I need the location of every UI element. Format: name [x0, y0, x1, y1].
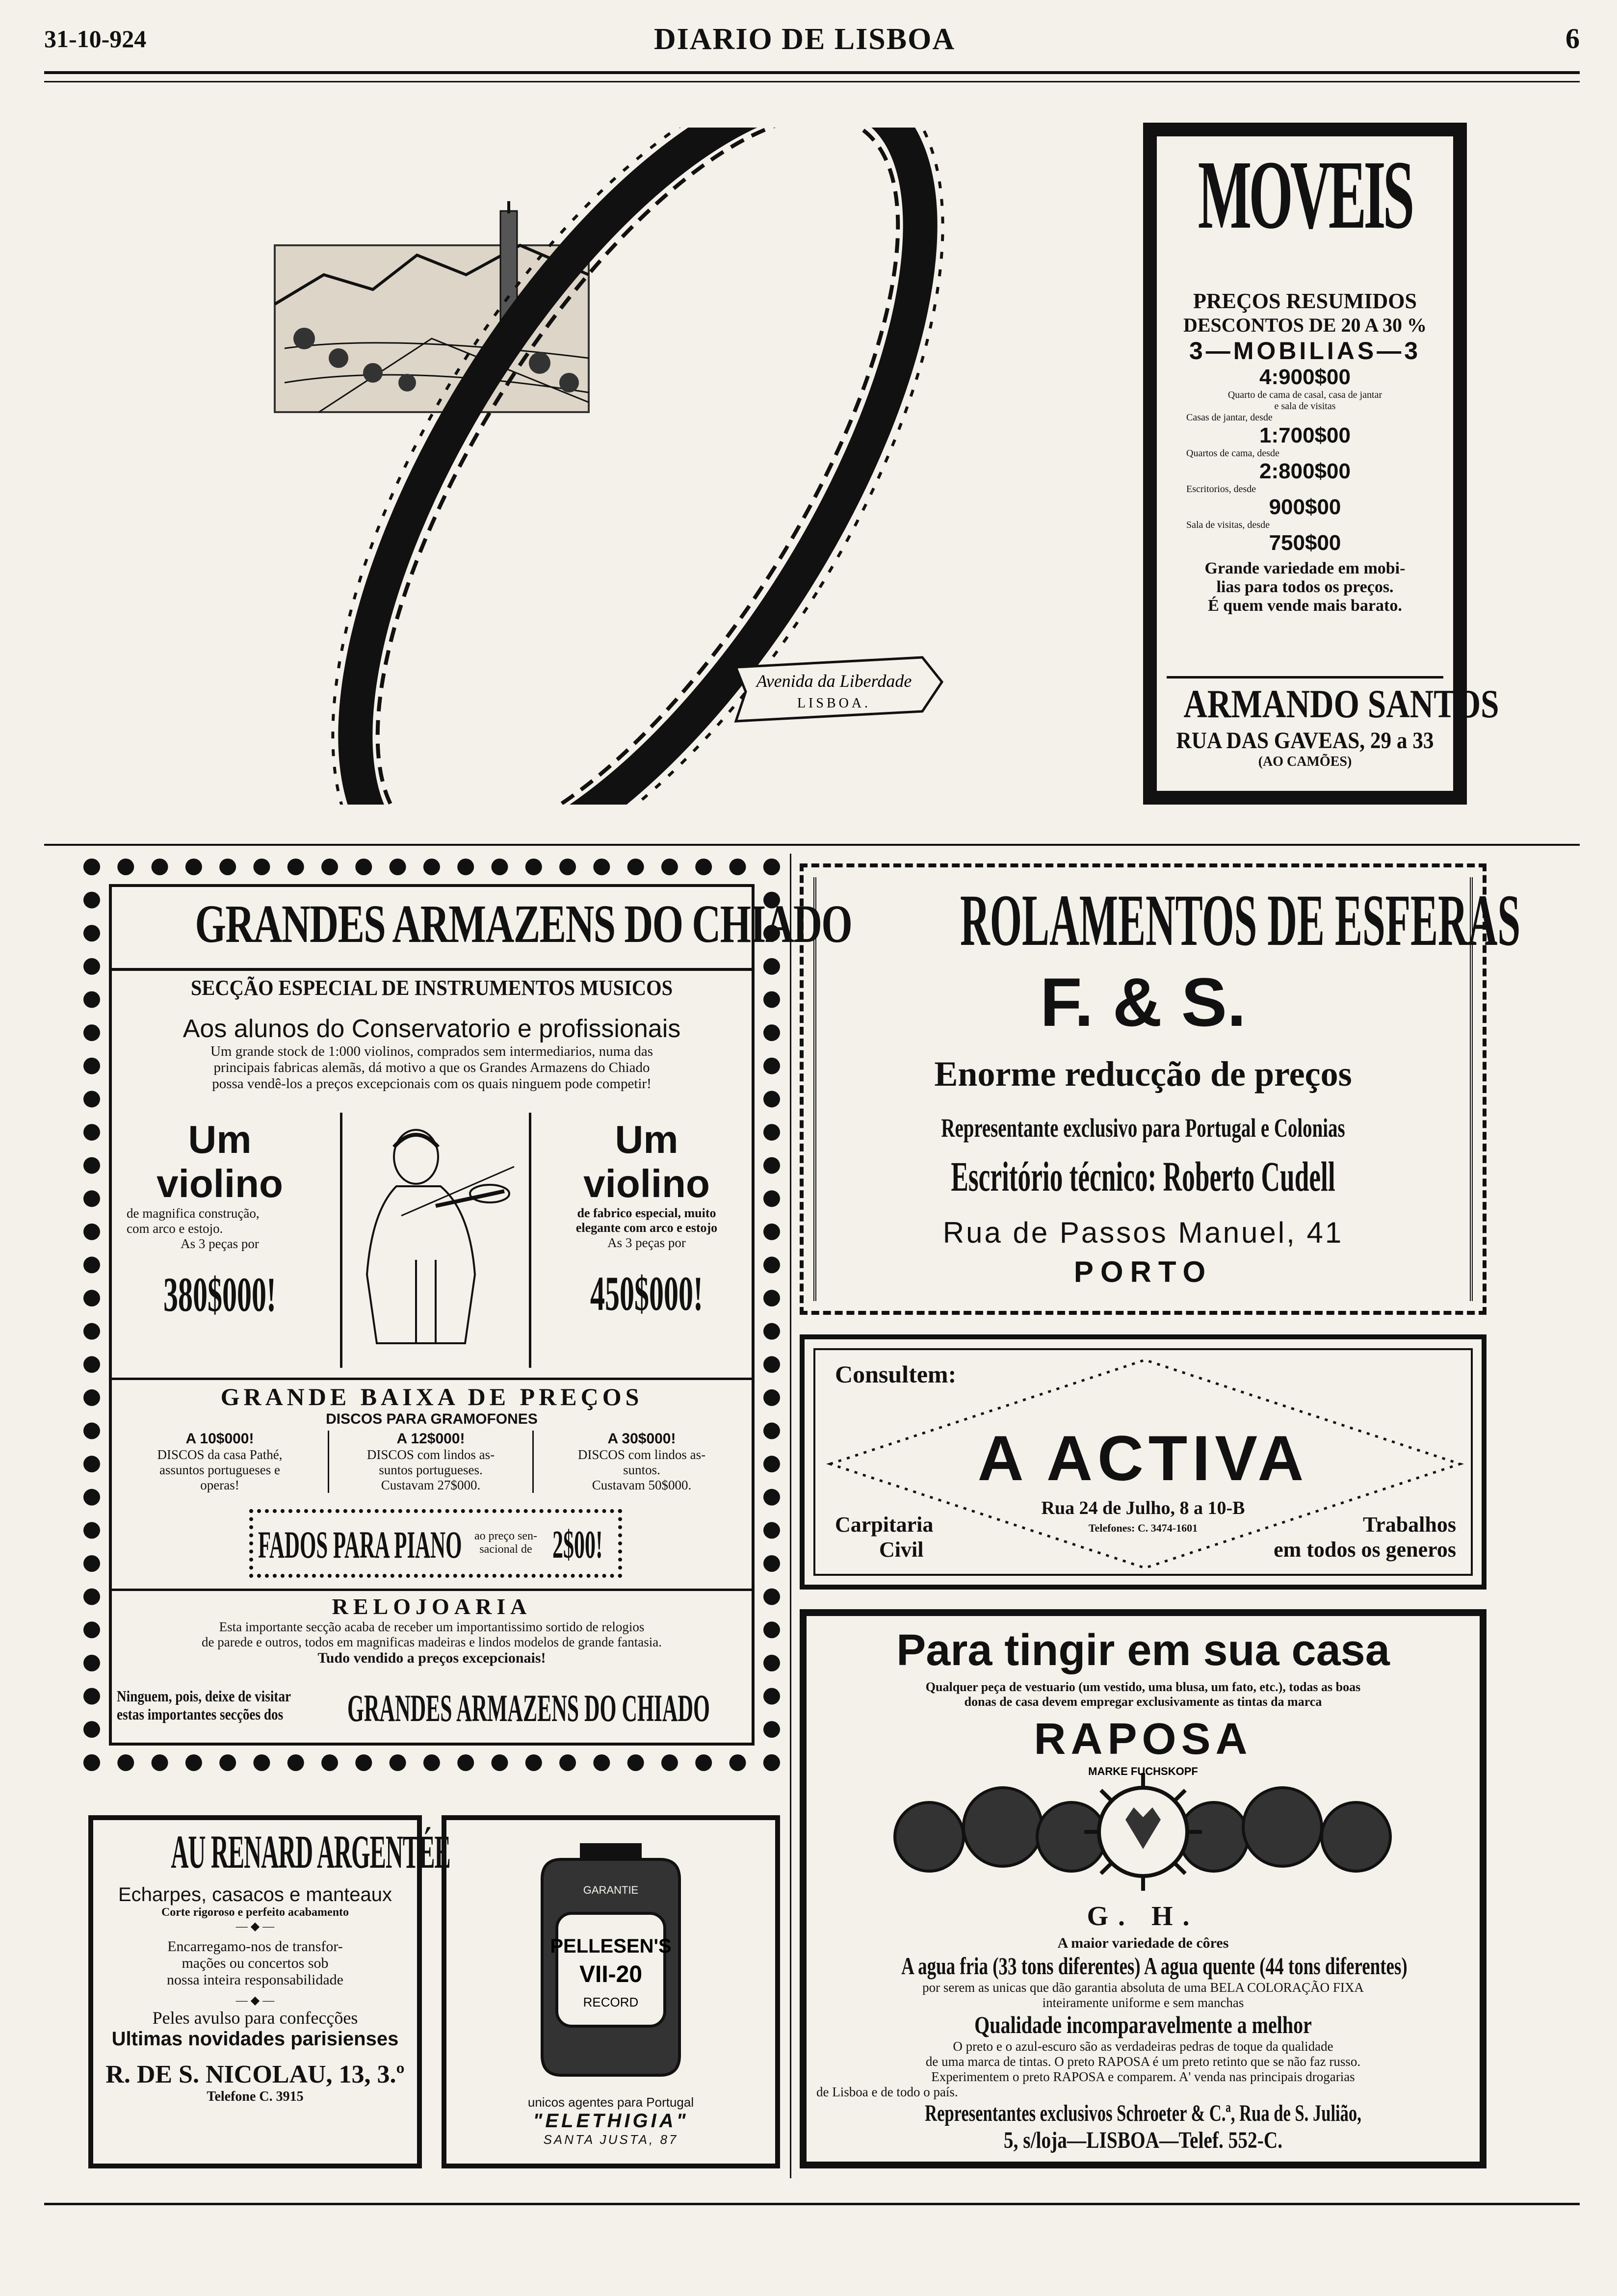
- activa-consult: Consultem:: [835, 1360, 957, 1388]
- masthead-page-number: 6: [1565, 23, 1580, 54]
- chiado-fados-mid1: ao preço sen-: [474, 1530, 537, 1542]
- chiado-intro-line1: Um grande stock de 1:000 violinos, comprados sem intermediarios, numa das: [210, 1044, 653, 1059]
- chiado-disc2-line1: DISCOS com lindos as-: [366, 1447, 495, 1462]
- chiado-right-desc2: elegante com arco e estojo: [575, 1221, 718, 1235]
- chiado-fados-box: [249, 1509, 622, 1578]
- tire-ad: [245, 128, 1030, 805]
- moveis-variety-line3: É quem vende mais barato.: [1208, 597, 1402, 615]
- chiado-left-desc3: As 3 peças por: [181, 1236, 259, 1251]
- raposa-black3: Experimentem o preto RAPOSA e comparem. A' venda nas principais drogarias: [931, 2069, 1355, 2084]
- raposa-badge-text: MARKE FUCHSKOPF: [1088, 1765, 1198, 1777]
- raposa-sub: [807, 1680, 1480, 1709]
- tire-illustration: [245, 128, 1030, 805]
- raposa-water: A agua fria (33 tons diferentes) A agua quente (44 tons diferentes): [901, 1952, 1408, 1980]
- raposa-sub2: donas de casa devem empregar exclusivamente as tintas da marca: [964, 1695, 1322, 1709]
- raposa-reps2: 5, s/loja—LISBOA—Telef. 552-C.: [1003, 2127, 1283, 2153]
- chiado-lower-rule: [112, 1589, 752, 1591]
- chiado-fados-left: FADOS PARA PIANO: [258, 1523, 462, 1566]
- chiado-right-title2: violino: [583, 1162, 710, 1205]
- rolamentos-ad: [800, 863, 1521, 1315]
- renard-divider-1: — ◆ —: [235, 1920, 275, 1933]
- moveis-variety-line1: Grande variedade em mobi-: [1204, 559, 1406, 577]
- renard-body2: mações ou concertos sob: [182, 1955, 329, 1971]
- moveis-title: MOVEIS: [1198, 141, 1412, 249]
- rolamentos-rep: Representante exclusivo para Portugal e Colonias: [941, 1113, 1345, 1143]
- renard-loose: Peles avulso para confecções: [152, 2008, 358, 2028]
- tire-caption-line1: Avenida da Liberdade: [756, 671, 912, 691]
- moveis-address: RUA DAS GAVEAS, 29 a 33: [1176, 728, 1434, 754]
- rolamentos-office: Escritório técnico: Roberto Cudell: [951, 1153, 1335, 1200]
- masthead-rule: [44, 71, 1580, 74]
- masthead: [44, 20, 1580, 59]
- chiado-disc1-line2: assuntos portugueses e: [159, 1462, 280, 1477]
- activa-address: Rua 24 de Julho, 8 a 10-B: [1041, 1498, 1245, 1518]
- chiado-right-desc1: de fabrico especial, muito: [577, 1206, 716, 1220]
- chiado-clock-line2: de parede e outros, todos em magnificas madeiras e lindos modelos de grande fantasia.: [202, 1635, 662, 1649]
- raposa-badges: [807, 1763, 1480, 1901]
- chiado-inner: [109, 884, 852, 1746]
- moveis-desc3: Quartos de cama, desde: [1186, 448, 1279, 459]
- chiado-disc2-price: A 12$000!: [396, 1431, 465, 1447]
- chiado-fados-price: 2$00!: [552, 1523, 603, 1566]
- moveis-mobilias: 3—MOBILIAS—3: [1189, 337, 1421, 365]
- moveis-price3: 2:800$00: [1259, 459, 1351, 483]
- chiado-clock-block: [112, 1593, 752, 1667]
- chiado-left-price: 380$000!: [163, 1267, 276, 1322]
- renard-ad: [88, 1815, 450, 2168]
- raposa-sub1: Qualquer peça de vestuario (um vestido, uma blusa, um fato, etc.), todas as boas: [925, 1680, 1361, 1694]
- chiado-disc2-line2: suntos portugueses.: [379, 1462, 483, 1477]
- chiado-footer-small: [117, 1687, 347, 1723]
- renard-latest: Ultimas novidades parisienses: [111, 2028, 399, 2050]
- renard-body1: Encarregamo-nos de transfor-: [167, 1938, 343, 1955]
- raposa-black1: O preto e o azul-escuro são as verdadeiras pedras de toque da qualidade: [953, 2039, 1333, 2054]
- raposa-variety: A maior variedade de côres: [1057, 1935, 1229, 1951]
- activa-right2: em todos os generos: [1274, 1538, 1456, 1562]
- raposa-brand: RAPOSA: [1034, 1715, 1252, 1764]
- moveis-ad: [1143, 123, 1499, 805]
- chiado-clock-line3: Tudo vendido a preços excepcionais!: [317, 1650, 546, 1666]
- moveis-footer: [1157, 681, 1499, 770]
- rolamentos-street: Rua de Passos Manuel, 41: [942, 1216, 1344, 1249]
- raposa-headline: Para tingir em sua casa: [896, 1626, 1390, 1675]
- pellesen-can-record: RECORD: [583, 1995, 639, 2009]
- rolamentos-title: ROLAMENTOS DE ESFERAS: [960, 880, 1521, 961]
- chiado-fados-mid: [464, 1530, 548, 1556]
- violinist-illustration: [342, 1113, 529, 1368]
- chiado-left-title1: Um: [188, 1118, 252, 1161]
- activa-left: [835, 1512, 933, 1562]
- pellesen-can-brand: PELLESEN'S: [550, 1935, 672, 1957]
- chiado-disc1-line1: DISCOS da casa Pathé,: [157, 1447, 283, 1462]
- chiado-clock-line1: Esta importante secção acaba de receber um importantissimo sortido de relogios: [219, 1619, 645, 1634]
- chiado-footer: [117, 1684, 750, 1738]
- chiado-intro-line2: principais fabricas alemãs, dá motivo a que os Grandes Armazens do Chiado: [213, 1060, 650, 1075]
- chiado-ad: [83, 859, 852, 1771]
- raposa-reps: Representantes exclusivos Schroeter & C.ª, Rua de S. Julião,: [925, 2100, 1361, 2126]
- renard-title: AU RENARD ARGENTÉE: [171, 1826, 450, 1878]
- chiado-left-desc2: com arco e estojo.: [127, 1221, 223, 1236]
- chiado-disc2-line3: Custavam 27$000.: [381, 1478, 481, 1492]
- raposa-body: [816, 1935, 1470, 2154]
- raposa-unique2: inteiramente uniforme e sem manchas: [1042, 1995, 1244, 2010]
- chiado-fados-mid2: sacional de: [479, 1543, 532, 1556]
- pellesen-ad: [442, 1815, 780, 2168]
- raposa-initials: G. H.: [1087, 1901, 1200, 1931]
- raposa-quality: Qualidade incomparavelmente a melhor: [974, 2011, 1312, 2038]
- renard-inner: [93, 1820, 450, 2105]
- activa-name: A ACTIVA: [977, 1422, 1309, 1494]
- chiado-footer-small1: Ninguem, pois, deixe de visitar: [117, 1687, 291, 1705]
- pellesen-company: "ELETHIGIA": [533, 2110, 689, 2132]
- chiado-violin-left: [117, 1118, 323, 1323]
- raposa-black4: de Lisboa e de todo o país.: [816, 2085, 958, 2099]
- moveis-price2: 1:700$00: [1259, 423, 1351, 447]
- masthead-title: DIARIO DE LISBOA: [653, 23, 956, 56]
- chiado-discs-title: DISCOS PARA GRAMOFONES: [326, 1411, 538, 1427]
- chiado-disc3-line2: suntos.: [623, 1462, 660, 1477]
- chiado-audience: Aos alunos do Conservatorio e profissionais: [183, 1015, 681, 1043]
- chiado-disc1-line3: operas!: [200, 1478, 239, 1492]
- rolamentos-headline: Enorme reducção de preços: [934, 1054, 1352, 1094]
- pellesen-agents: unicos agentes para Portugal: [527, 2095, 694, 2110]
- page-bottom-rule: [44, 2203, 1580, 2205]
- rolamentos-brand: F. & S.: [1040, 964, 1247, 1041]
- chiado-disc3-line3: Custavam 50$000.: [592, 1478, 692, 1492]
- chiado-left-title2: violino: [156, 1162, 283, 1205]
- raposa-black2: de uma marca de tintas. O preto RAPOSA é um preto retinto que se não faz russo.: [925, 2054, 1361, 2069]
- chiado-violinist-frame: [340, 1113, 531, 1368]
- chiado-disc3-price: A 30$000!: [607, 1431, 676, 1447]
- chiado-title-rule: [112, 968, 752, 971]
- pellesen-street: SANTA JUSTA, 87: [543, 2132, 678, 2147]
- chiado-disc2: [328, 1431, 534, 1493]
- renard-phone: Telefone C. 3915: [207, 2089, 304, 2104]
- chiado-left-desc1: de magnifica construção,: [127, 1206, 260, 1221]
- chiado-clock-title: RELOJOARIA: [332, 1594, 532, 1619]
- chiado-section-block: [112, 975, 752, 1092]
- chiado-right-price: 450$000!: [590, 1266, 703, 1321]
- section-rule-top: [44, 844, 1580, 846]
- moveis-landmark: (AO CAMÕES): [1258, 754, 1352, 769]
- pellesen-can-top: GARANTIE: [583, 1884, 639, 1896]
- moveis-desc4: Escritorios, desde: [1186, 484, 1256, 495]
- activa-inner: [813, 1348, 1473, 1576]
- renard-subtitle: Echarpes, casacos e manteaux: [118, 1884, 392, 1905]
- chiado-section: SECÇÃO ESPECIAL DE INSTRUMENTOS MUSICOS: [190, 976, 673, 1000]
- activa-right1: Trabalhos: [1363, 1513, 1456, 1537]
- renard-tagline: Corte rigoroso e perfeito acabamento: [161, 1906, 349, 1919]
- moveis-variety-line2: lias para todos os preços.: [1216, 578, 1394, 596]
- moveis-name: ARMANDO SANTOS: [1183, 681, 1499, 726]
- activa-phones: Telefones: C. 3474-1601: [1088, 1522, 1198, 1534]
- moveis-body: [1157, 288, 1453, 615]
- activa-left1: Carpitaria: [835, 1513, 934, 1537]
- pellesen-footer: [446, 2095, 775, 2147]
- chiado-mid-rule: [112, 1378, 752, 1380]
- rolamentos-inner: [813, 877, 1521, 1301]
- renard-body3: nossa inteira responsabilidade: [167, 1972, 343, 1988]
- chiado-disc3: [539, 1431, 745, 1493]
- chiado-footer-small2: estas importantes secções dos: [117, 1705, 284, 1723]
- raposa-ad: [800, 1609, 1487, 2168]
- moveis-desc5: Sala de visitas, desde: [1186, 520, 1270, 530]
- chiado-right-title1: Um: [615, 1118, 678, 1161]
- moveis-subtitle: PREÇOS RESUMIDOS: [1193, 289, 1417, 313]
- moveis-desc2: Casas de jantar, desde: [1186, 412, 1273, 423]
- raposa-unique1: por serem as unicas que dão garantia absoluta de uma BELA COLORAÇÃO FIXA: [922, 1980, 1364, 1995]
- chiado-footer-big: GRANDES ARMAZENS DO CHIADO: [347, 1687, 710, 1729]
- chiado-violin-right: [544, 1118, 750, 1322]
- chiado-sale-title: GRANDE BAIXA DE PREÇOS: [220, 1383, 643, 1410]
- rolamentos-city: PORTO: [1073, 1255, 1213, 1288]
- masthead-date: 31-10-924: [44, 25, 147, 52]
- chiado-intro-line3: possa vendê-los a preços excepcionais com os quais ninguem pode competir!: [212, 1076, 652, 1092]
- moveis-price4: 900$00: [1269, 495, 1341, 519]
- pellesen-can-model: VII-20: [579, 1961, 643, 1987]
- moveis-price1: 4:900$00: [1259, 365, 1351, 389]
- column-rule: [790, 854, 791, 2178]
- renard-divider-2: — ◆ —: [235, 1994, 275, 2007]
- moveis-divider: [1167, 676, 1443, 678]
- tire-caption-line2: LISBOA.: [797, 696, 871, 711]
- moveis-discount: DESCONTOS DE 20 A 30 %: [1183, 314, 1427, 336]
- activa-right: [1274, 1512, 1456, 1562]
- chiado-disc1: [117, 1431, 323, 1493]
- moveis-desc1-line2: e sala de visitas: [1274, 401, 1336, 412]
- pellesen-can-illustration: [513, 1840, 709, 2085]
- masthead-rule-thin: [44, 81, 1580, 82]
- moveis-price5: 750$00: [1269, 531, 1341, 555]
- activa-left2: Civil: [879, 1538, 924, 1562]
- moveis-desc1-line1: Quarto de cama de casal, casa de jantar: [1227, 390, 1382, 400]
- renard-address: R. DE S. NICOLAU, 13, 3.º: [105, 2061, 405, 2088]
- chiado-right-desc3: As 3 peças por: [607, 1235, 686, 1250]
- chiado-title: GRANDES ARMAZENS DO CHIADO: [195, 894, 852, 954]
- chiado-disc3-line1: DISCOS com lindos as-: [577, 1447, 706, 1462]
- chiado-disc1-price: A 10$000!: [185, 1431, 254, 1447]
- activa-ad: [800, 1334, 1487, 1590]
